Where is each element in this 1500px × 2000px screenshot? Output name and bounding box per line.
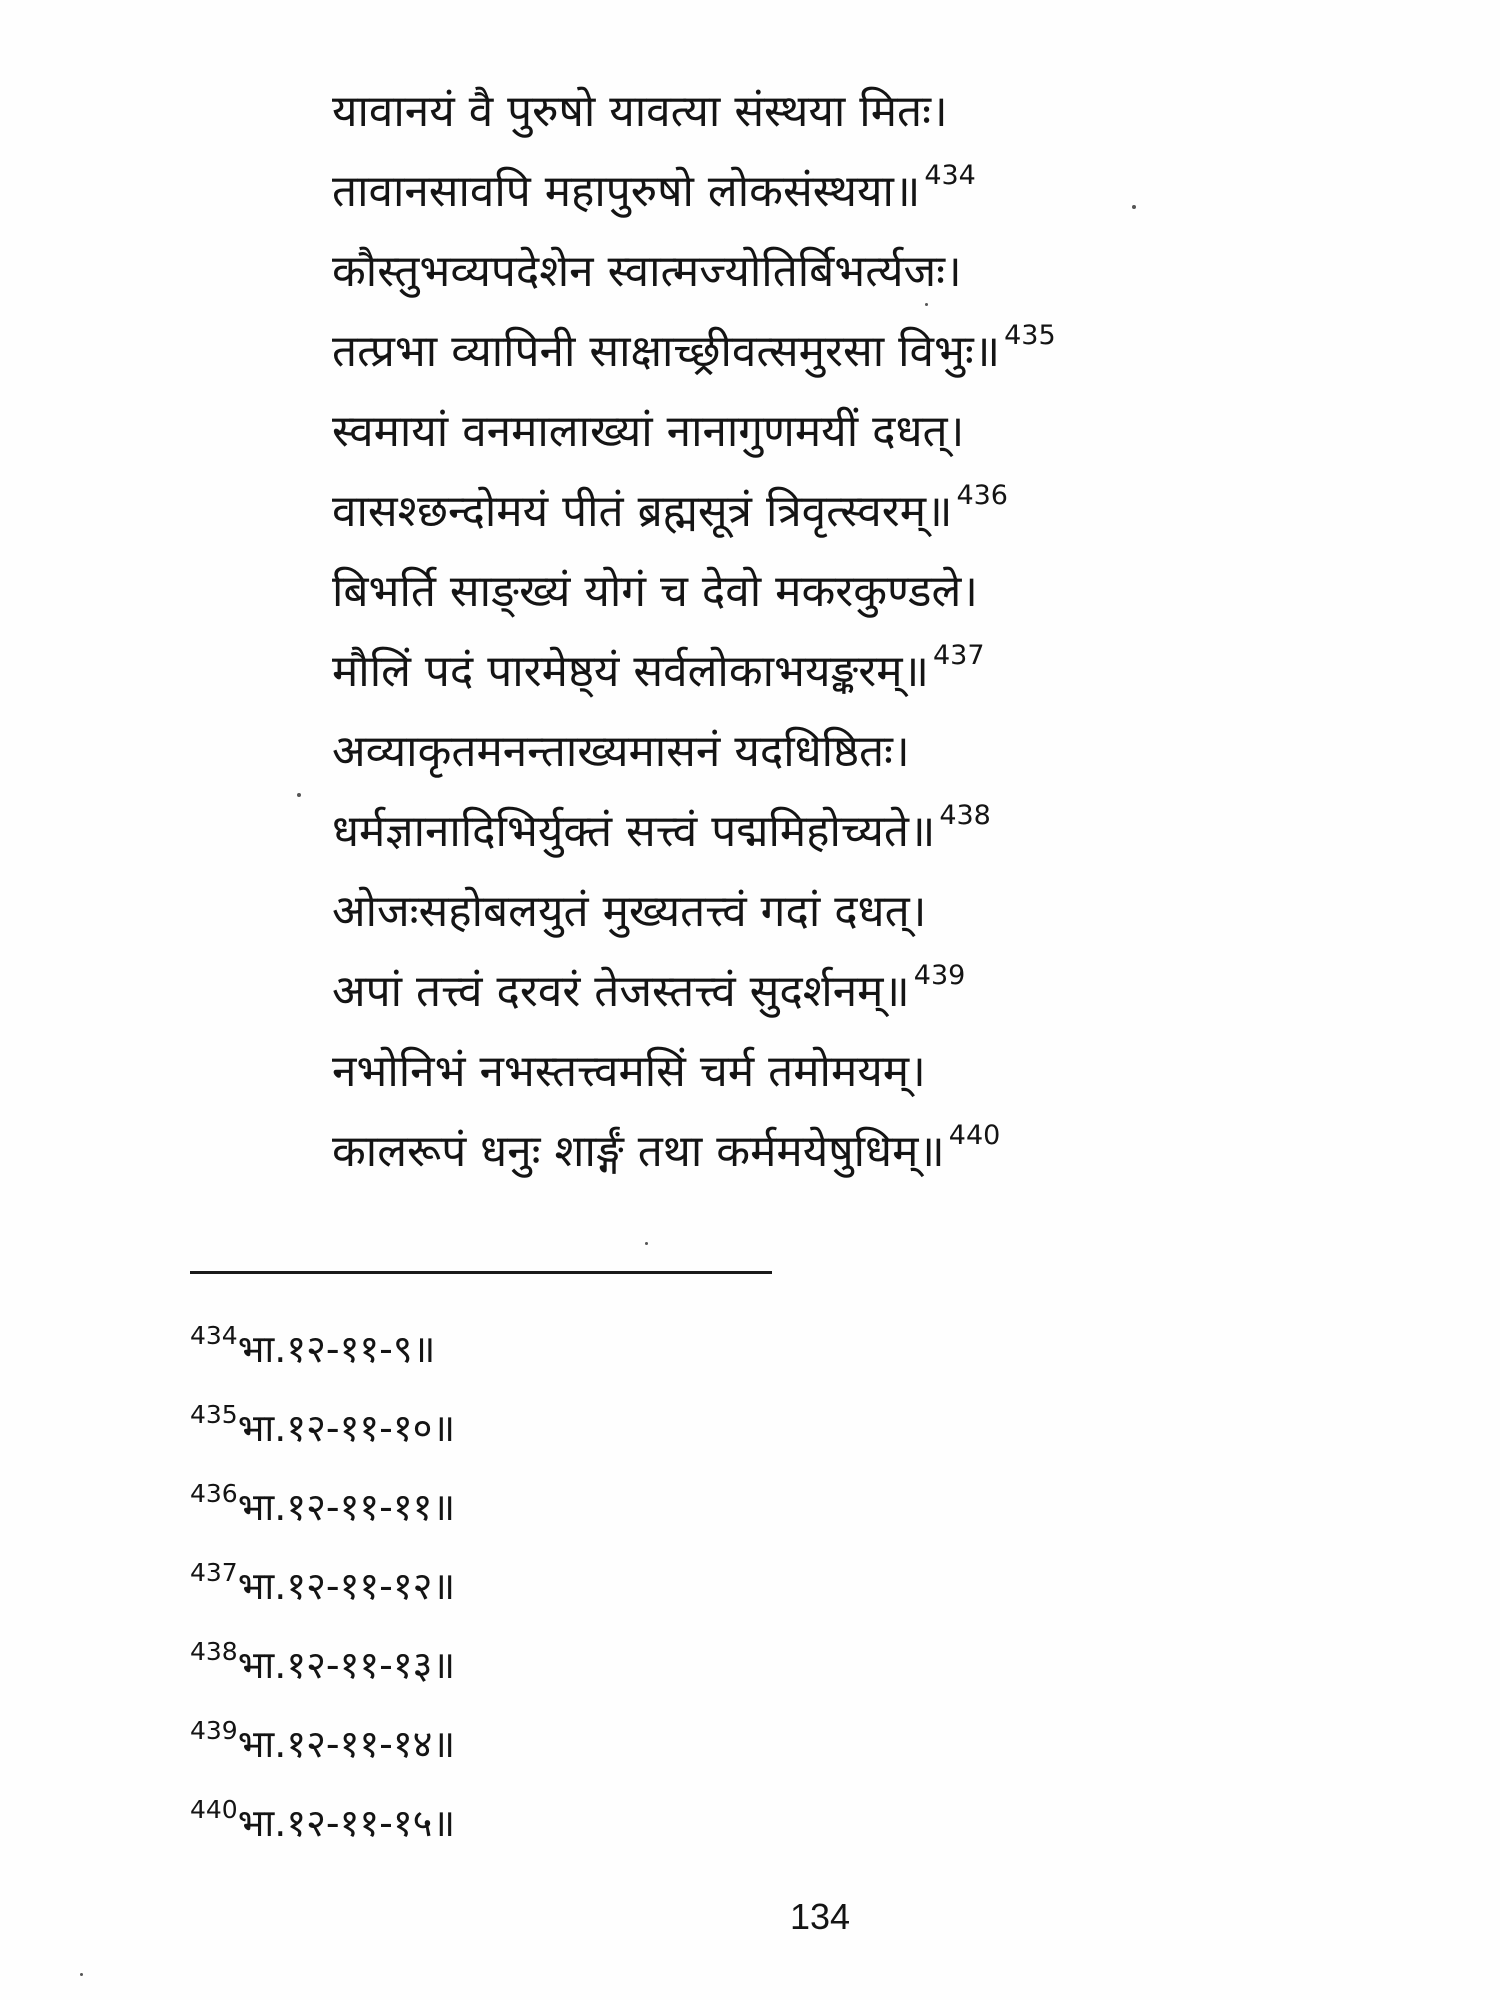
verse-line-4 (332, 312, 1432, 392)
footnote-435 (190, 1389, 1090, 1468)
footnote-text: भा.१२-११-११॥ (237, 1485, 456, 1529)
footnote-number: 435 (190, 1400, 238, 1429)
footnote-number: 438 (190, 1637, 238, 1666)
scan-speck (645, 1242, 648, 1245)
verse-line-8 (332, 632, 1432, 712)
footnote-436 (190, 1468, 1090, 1547)
verse-text: नभोनिभं नभस्तत्त्वमसिं चर्म तमोमयम्। (332, 1046, 926, 1097)
footnote-438 (190, 1626, 1090, 1705)
footnote-number: 440 (190, 1795, 238, 1824)
footnote-437 (190, 1547, 1090, 1626)
verse-line-6 (332, 472, 1432, 552)
page-number: 134 (790, 1896, 851, 1937)
footnote-text: भा.१२-११-१२॥ (237, 1564, 456, 1608)
verse-text: कौस्तुभव्यपदेशेन स्वात्मज्योतिर्बिभर्त्यजः। (332, 246, 962, 297)
footnotes (190, 1310, 1090, 1863)
footnote-number: 439 (190, 1716, 238, 1745)
footnote-ref: 439 (913, 960, 966, 991)
verse-text: ओजःसहोबलयुतं मुख्यतत्त्वं गदां दधत्। (332, 886, 927, 937)
verse-text: अव्याकृतमनन्ताख्यमासनं यदधिष्ठितः। (332, 726, 910, 777)
verse-text: मौलिं पदं पारमेष्ठ्यं सर्वलोकाभयङ्करम्॥ (332, 646, 929, 697)
verse-line-1 (332, 72, 1432, 152)
footnote-ref: 440 (948, 1120, 1001, 1151)
verse-text: धर्मज्ञानादिभिर्युक्तं सत्त्वं पद्ममिहोच्यते॥ (332, 806, 936, 857)
footnote-ref: 434 (924, 160, 976, 191)
footnote-ref: 438 (939, 800, 991, 831)
verse-line-7 (332, 552, 1432, 632)
verse-line-2 (332, 152, 1432, 232)
footnote-separator (190, 1271, 772, 1274)
verse-line-11 (332, 872, 1432, 952)
verse-text: तत्प्रभा व्यापिनी साक्षाच्छ्रीवत्समुरसा विभुः॥ (332, 326, 1001, 377)
footnote-number: 437 (190, 1558, 238, 1587)
verse-text: बिभर्ति साङ्ख्यं योगं च देवो मकरकुण्डले। (332, 566, 978, 617)
scan-speck (297, 793, 301, 797)
footnote-text: भा.१२-११-१४॥ (237, 1722, 456, 1766)
footnote-number: 436 (190, 1479, 238, 1508)
footnote-434 (190, 1310, 1090, 1389)
verse-text: कालरूपं धनुः शार्ङ्गं तथा कर्ममयेषुधिम्॥ (332, 1126, 945, 1177)
footnote-text: भा.१२-११-१०॥ (237, 1406, 456, 1450)
verse-line-5 (332, 392, 1432, 472)
footnote-ref: 435 (1004, 320, 1056, 351)
verse-text: अपां तत्त्वं दरवरं तेजस्तत्त्वं सुदर्शनम्॥ (332, 966, 910, 1017)
verse-line-3 (332, 232, 1432, 312)
verse-line-14 (332, 1112, 1432, 1192)
verse-line-9 (332, 712, 1432, 792)
verse-line-12 (332, 952, 1432, 1032)
scan-speck (1132, 205, 1136, 209)
footnote-text: भा.१२-११-१३॥ (237, 1643, 456, 1687)
verse-text: तावानसावपि महापुरुषो लोकसंस्थया॥ (332, 166, 921, 217)
scan-speck (80, 1973, 83, 1976)
footnote-text: भा.१२-११-१५॥ (237, 1801, 456, 1845)
footnote-text: भा.१२-११-९॥ (237, 1327, 436, 1371)
footnote-ref: 437 (932, 640, 985, 671)
footnote-ref: 436 (956, 480, 1008, 511)
footnote-439 (190, 1705, 1090, 1784)
verse-block (332, 72, 1432, 1192)
scan-speck (925, 303, 928, 306)
verse-text: यावानयं वै पुरुषो यावत्या संस्थया मितः। (332, 86, 948, 137)
verse-line-10 (332, 792, 1432, 872)
verse-line-13 (332, 1032, 1432, 1112)
footnote-440 (190, 1784, 1090, 1863)
verse-text: स्वमायां वनमालाख्यां नानागुणमयीं दधत्। (332, 406, 965, 457)
verse-text: वासश्छन्दोमयं पीतं ब्रह्मसूत्रं त्रिवृत्स्वरम्॥ (332, 486, 953, 537)
footnote-number: 434 (190, 1321, 238, 1350)
